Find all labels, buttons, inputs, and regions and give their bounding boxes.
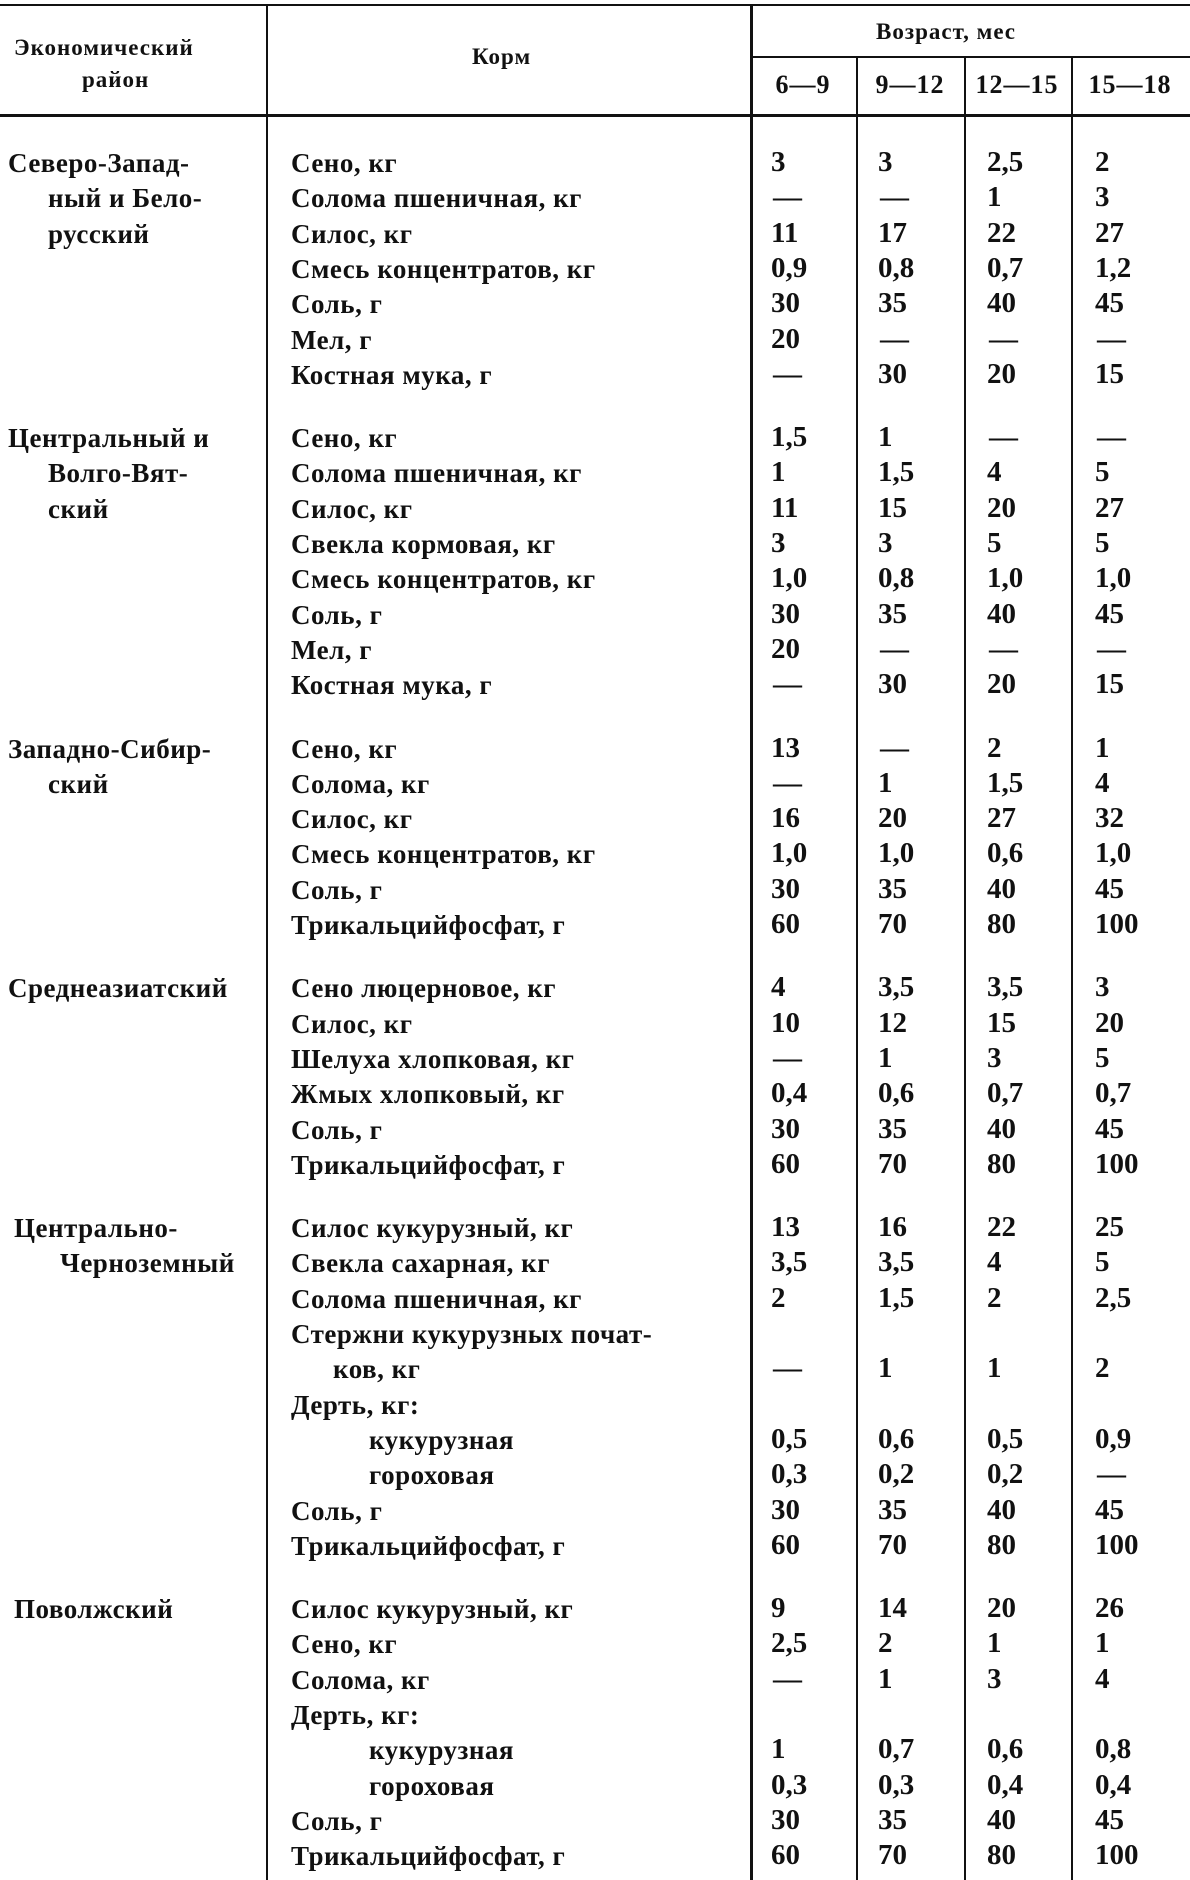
value-cell: 0,4 [987,1768,1024,1801]
value-cell: 60 [771,1839,800,1872]
feed-name: кукурузная [369,1424,515,1455]
col-rule-feed-age [750,4,753,1880]
value-cell: 32 [1095,802,1124,835]
feed-name: Шелуха хлопковая, кг [291,1043,575,1074]
value-cell: — [880,181,909,214]
value-cell: 70 [878,1528,907,1561]
value-cell: 3,5 [878,1246,915,1279]
value-cell: — [1097,322,1126,355]
feed-name: Силос, кг [291,493,413,524]
value-cell: 100 [1095,908,1139,940]
value-cell: 30 [878,668,907,701]
value-cell: 1 [878,1041,893,1074]
value-cell: 0,4 [1095,1768,1132,1801]
age-column-header: 15—18 [1088,70,1172,99]
value-cell: — [773,1662,802,1695]
age-header: Возраст, мес [876,19,1017,44]
value-cell: 27 [1095,491,1124,524]
value-cell: 20 [987,1592,1016,1625]
value-cell: 0,5 [771,1422,808,1455]
value-cell: — [989,632,1018,665]
age-column-header: 9—12 [875,70,945,99]
value-cell: 0,2 [878,1458,915,1491]
region-label: русский [48,218,150,249]
value-cell: — [773,1352,802,1385]
value-cell: 20 [771,632,800,665]
feed-name: Соль, г [291,599,383,630]
value-cell: 16 [878,1211,907,1244]
value-cell: 3 [987,1662,1002,1695]
value-cell: 3 [987,1041,1002,1074]
feed-name: Свекла сахарная, кг [291,1248,550,1279]
value-cell: 3 [771,146,786,178]
value-cell: 15 [1095,668,1124,701]
region-label: ский [48,768,109,799]
value-cell: 30 [878,357,907,390]
value-cell: 1,0 [771,837,808,870]
feed-name: Соль, г [291,289,383,320]
value-cell: 11 [771,216,799,249]
feed-name: Трикальцийфосфат, г [291,1149,566,1180]
value-cell: 100 [1095,1839,1139,1872]
feed-name: Соль, г [291,1495,383,1526]
value-cell: 1 [771,1733,786,1766]
feed-name: Свекла кормовая, кг [291,529,556,559]
value-cell: 2 [1095,1352,1110,1385]
value-cell: 0,9 [1095,1422,1132,1455]
value-cell: 0,6 [878,1422,915,1455]
region-label: Поволжский [14,1594,174,1625]
feed-name: Смесь концентратов, кг [291,839,596,870]
region-label: Северо-Запад- [8,148,190,178]
value-cell: 0,4 [771,1077,808,1110]
value-cell: 0,8 [1095,1733,1132,1766]
value-cell: 30 [771,872,800,905]
age-subheader-rule [750,56,1190,58]
value-cell: 40 [987,1803,1016,1836]
col-rule-age-2 [964,58,966,1880]
age-column-header: 12—15 [975,70,1059,99]
value-cell: 35 [878,872,907,905]
age-column-header: 6—9 [775,70,831,99]
value-cell: 5 [1095,527,1110,559]
region-label: Центральный и [8,423,210,454]
value-cell: 2 [878,1627,893,1660]
region-label: ный и Бело- [48,183,203,214]
value-cell: 26 [1095,1592,1124,1625]
value-cell: 3 [878,527,893,559]
value-cell: 1 [1095,1627,1110,1660]
value-cell: 0,7 [1095,1077,1132,1110]
value-cell: 15 [1095,357,1124,390]
value-cell: 3 [1095,971,1110,1004]
value-cell: 70 [878,908,907,940]
feed-name: Сено люцерновое, кг [291,973,557,1004]
value-cell: 30 [771,1493,800,1526]
feed-name: гороховая [369,1770,495,1801]
region-label: Среднеазиатский [8,973,228,1004]
region-header-line-2: район [82,67,150,92]
value-cell: 2 [1095,146,1110,178]
feed-name: Силос, кг [291,1008,413,1039]
value-cell: 45 [1095,1493,1124,1526]
value-cell: 0,6 [878,1077,915,1110]
value-cell: 60 [771,1528,800,1561]
value-cell: 1 [987,1352,1002,1385]
value-cell: 1,5 [878,456,915,489]
header-bottom-rule [0,114,1190,117]
feed-name: кукурузная [369,1735,515,1766]
value-cell: 1,0 [771,562,808,595]
value-cell: 22 [987,1211,1016,1244]
value-cell: 15 [878,491,907,524]
value-cell: — [773,1041,802,1074]
value-cell: 1,5 [771,421,808,454]
value-cell: 1 [771,456,786,489]
value-cell: 60 [771,908,800,940]
value-cell: 0,8 [878,251,915,284]
value-cell: 1 [987,1627,1002,1660]
value-cell: 40 [987,872,1016,905]
value-cell: 45 [1095,1803,1124,1836]
feed-name: Соль, г [291,1805,383,1836]
value-cell: 20 [1095,1006,1124,1039]
value-cell: 1 [1095,731,1110,764]
value-cell: 3 [771,527,786,559]
value-cell: 4 [1095,1662,1110,1695]
feed-name: Соль, г [291,1114,383,1145]
value-cell: 80 [987,908,1016,940]
region-label: Волго-Вят- [48,458,189,489]
feed-name: Силос кукурузный, кг [291,1213,574,1244]
value-cell: 80 [987,1528,1016,1561]
value-cell: — [773,668,802,701]
value-cell: 1 [878,1352,893,1385]
feed-name: Дерть, кг: [291,1700,420,1730]
value-cell: 3,5 [878,971,915,1004]
value-cell: 0,6 [987,1733,1024,1766]
feed-name: Солома пшеничная, кг [291,458,582,489]
value-cell: — [1097,1458,1126,1491]
value-cell: 11 [771,491,799,524]
value-cell: 40 [987,1112,1016,1145]
value-cell: 1,0 [878,837,915,870]
value-cell: 0,2 [987,1458,1024,1491]
value-cell: 2,5 [771,1627,808,1660]
value-cell: 12 [878,1006,907,1039]
value-cell: 1,2 [1095,251,1132,284]
value-cell: 0,7 [987,251,1024,284]
value-cell: 30 [771,287,800,320]
value-cell: — [773,181,802,214]
value-cell: — [1097,421,1126,454]
col-rule-region-feed [266,4,268,1880]
value-cell: 2,5 [1095,1281,1132,1314]
value-cell: — [880,632,909,665]
value-cell: 0,3 [771,1768,808,1801]
value-cell: 15 [987,1006,1016,1039]
value-cell: 1 [878,766,893,799]
value-cell: 20 [987,668,1016,701]
value-cell: 1,0 [1095,837,1132,870]
value-cell: 100 [1095,1147,1139,1180]
value-cell: 20 [878,802,907,835]
feed-name: Костная мука, г [291,670,493,701]
value-cell: 2,5 [987,146,1024,178]
value-cell: — [773,357,802,390]
value-cell: 35 [878,287,907,320]
feed-name: Сено, кг [291,733,398,764]
value-cell: 1 [878,421,893,454]
value-cell: 45 [1095,287,1124,320]
region-header-line-1: Экономический [14,35,194,60]
feed-name: Трикальцийфосфат, г [291,1530,566,1561]
value-cell: 13 [771,1211,800,1244]
value-cell: — [989,421,1018,454]
feed-name: ков, кг [333,1354,421,1385]
value-cell: 3,5 [987,971,1024,1004]
feed-name: Дерть, кг: [291,1389,420,1420]
feed-name: Солома пшеничная, кг [291,1283,582,1314]
value-cell: 5 [1095,1246,1110,1279]
feed-header: Корм [472,44,532,69]
value-cell: 45 [1095,872,1124,905]
feed-name: Солома пшеничная, кг [291,183,582,214]
feed-name: Силос, кг [291,218,413,249]
value-cell: 20 [987,491,1016,524]
value-cell: 0,8 [878,562,915,595]
value-cell: 2 [987,731,1002,764]
value-cell: 27 [987,802,1016,835]
value-cell: 1,5 [987,766,1024,799]
value-cell: 35 [878,597,907,630]
value-cell: 3 [878,146,893,178]
value-cell: 4 [987,456,1002,489]
feed-name: Солома, кг [291,768,430,799]
value-cell: 1,0 [987,562,1024,595]
value-cell: 40 [987,287,1016,320]
value-cell: 30 [771,597,800,630]
feed-name: Трикальцийфосфат, г [291,910,566,940]
value-cell: 0,9 [771,251,808,284]
value-cell: 9 [771,1592,786,1625]
top-rule [0,4,1190,6]
value-cell: 25 [1095,1211,1124,1244]
value-cell: 20 [771,322,800,355]
value-cell: 20 [987,357,1016,390]
value-cell: 60 [771,1147,800,1180]
value-cell: 0,7 [987,1077,1024,1110]
value-cell: 0,3 [878,1768,915,1801]
value-cell: — [1097,632,1126,665]
value-cell: 70 [878,1839,907,1872]
value-cell: 22 [987,216,1016,249]
feed-name: Стержни кукурузных почат- [291,1319,653,1349]
value-cell: 45 [1095,1112,1124,1145]
feed-name: Костная мука, г [291,359,493,390]
feed-name: Сено, кг [291,423,398,454]
feed-name: Силос, кг [291,804,413,835]
feed-name: Сено, кг [291,148,398,178]
value-cell: 27 [1095,216,1124,249]
value-cell: 30 [771,1112,800,1145]
region-label: Центрально- [14,1213,178,1244]
value-cell: 40 [987,1493,1016,1526]
col-rule-age-1 [856,58,858,1880]
value-cell: — [880,731,909,764]
value-cell: 0,6 [987,837,1024,870]
region-label: ский [48,493,109,524]
value-cell: 100 [1095,1528,1139,1561]
feed-name: Смесь концентратов, кг [291,253,596,284]
feed-name: Соль, г [291,874,383,905]
value-cell: 70 [878,1147,907,1180]
value-cell: 2 [771,1281,786,1314]
value-cell: 35 [878,1112,907,1145]
value-cell: 4 [771,971,786,1004]
col-rule-age-3 [1071,58,1073,1880]
value-cell: 1 [878,1662,893,1695]
region-label: Западно-Сибир- [8,733,212,764]
value-cell: 45 [1095,597,1124,630]
value-cell: 30 [771,1803,800,1836]
value-cell: 13 [771,731,800,764]
feed-name: Солома, кг [291,1664,430,1695]
value-cell: 1,5 [878,1281,915,1314]
value-cell: 17 [878,216,907,249]
value-cell: 4 [1095,766,1110,799]
value-cell: 35 [878,1493,907,1526]
feed-name: Силос кукурузный, кг [291,1594,574,1625]
value-cell: 3,5 [771,1246,808,1279]
value-cell: 0,3 [771,1458,808,1491]
value-cell: 2 [987,1281,1002,1314]
value-cell: — [773,766,802,799]
value-cell: — [989,322,1018,355]
value-cell: 14 [878,1592,907,1625]
value-cell: 80 [987,1839,1016,1872]
feed-name: Мел, г [291,324,373,355]
feed-name: Смесь концентратов, кг [291,564,596,595]
value-cell: — [880,322,909,355]
value-cell: 3 [1095,181,1110,214]
region-label: Черноземный [60,1248,235,1279]
value-cell: 5 [987,527,1002,559]
feed-name: Мел, г [291,634,373,665]
value-cell: 80 [987,1147,1016,1180]
value-cell: 0,7 [878,1733,915,1766]
feed-name: Трикальцийфосфат, г [291,1841,566,1872]
value-cell: 35 [878,1803,907,1836]
value-cell: 1,0 [1095,562,1132,595]
value-cell: 10 [771,1006,800,1039]
value-cell: 40 [987,597,1016,630]
feed-name: гороховая [369,1460,495,1491]
value-cell: 1 [987,181,1002,214]
feed-name: Сено, кг [291,1629,398,1660]
feed-name: Жмых хлопковый, кг [291,1079,565,1110]
value-cell: 5 [1095,456,1110,489]
value-cell: 4 [987,1246,1002,1279]
value-cell: 16 [771,802,800,835]
value-cell: 5 [1095,1041,1110,1074]
value-cell: 0,5 [987,1422,1024,1455]
